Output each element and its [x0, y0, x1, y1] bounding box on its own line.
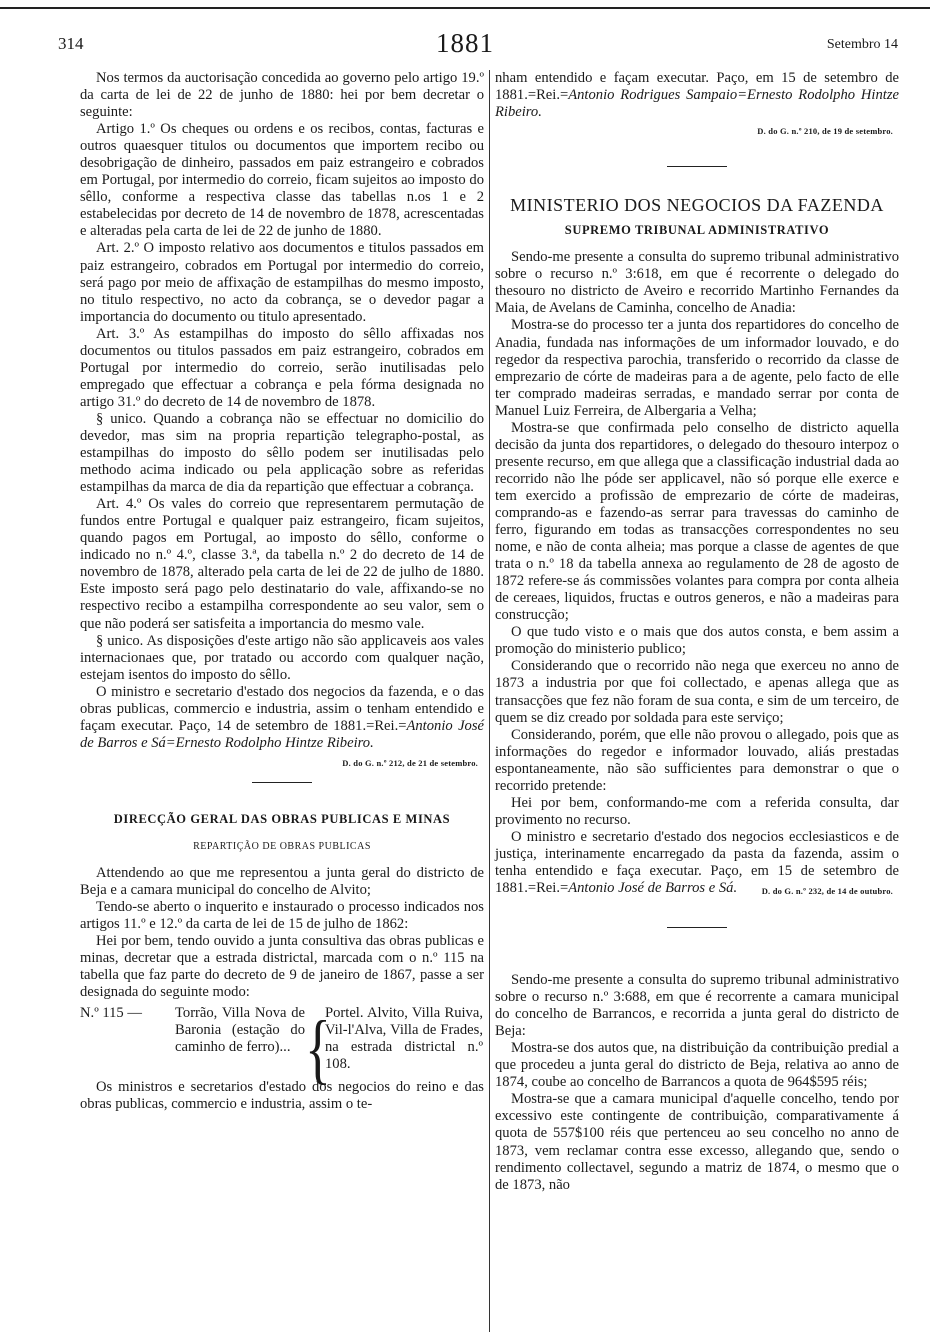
decree-text: O ministro e secretario d'estado dos negocios da fazenda, e o das obras publicas, commercio e industria, assim o tenham entendido e façam executar. Paço, 14 de setembro de 1881.=Rei.=: [80, 683, 484, 734]
page-number: 314: [58, 34, 84, 53]
paragraph: Nos termos da auctorisação concedida ao governo pelo artigo 19.º da carta de lei de 22 de junho de 1880: hei por bem decretar o seguinte:: [80, 70, 484, 121]
decree-text: O ministro e secretario d'estado dos negocios ecclesiasticos e de justiça, interinamente encarregado da pasta da fazenda, assim o tenha entendido e faça executar. Paço, em 15 de setembro de 1881.=Rei.=: [495, 828, 899, 897]
road-entry: [80, 1005, 484, 1093]
paragraph: [80, 683, 484, 768]
left-column: [80, 70, 484, 1113]
paragraph: Art. 4.º Os vales do correio que representarem permutação de fundos entre Portugal e qualquer paiz estrangeiro, ficam sujeitos, quando pagos em Portugal, ao imposto do sêllo, conforme o indicado no n.º 4.º, classe 3.ª, da tabella n.º 2 do decreto de 14 de novembro de 1878, alterado pela carta de lei de 22 de julho de 1880. Este imposto será pago pelo destinatario do vale, affixando-se no respectivo recibo a estampilha correspondente ao seu valor, sem o que não poderá ser satisfeita a importancia do mesmo vale.: [80, 496, 484, 632]
right-column: [495, 70, 899, 1194]
signers: Antonio José de Barros e Sá.: [568, 880, 738, 897]
section-subtitle: REPARTIÇÃO DE OBRAS PUBLICAS: [193, 840, 371, 852]
page-date: Setembro 14: [826, 37, 898, 52]
signers: Antonio Rodrigues Sampaio=Ernesto Rodolpho Hintze Ribeiro.: [495, 87, 899, 121]
section-title: DIRECÇÃO GERAL DAS OBRAS PUBLICAS E MINAS: [113, 811, 451, 826]
tribunal-title: SUPREMO TRIBUNAL ADMINISTRATIVO: [564, 223, 830, 238]
paragraph: Hei por bem, conformando-me com a referida consulta, dar provimento no recurso.: [495, 794, 899, 828]
paragraph: Sendo-me presente a consulta do supremo tribunal administrativo sobre o recurso n.º 3:618, em que é recorrente o delegado do thesouro no districto de Aveiro e recorrido Martinho Fernandes da Maia, de Avelans de Caminha, concelho de Anadia:: [495, 249, 899, 317]
paragraph: Hei por bem, tendo ouvido a junta consultiva das obras publicas e minas, decretar que a estrada districtal, marcada com o n.º 115 na tabella que faz parte do decreto de 9 de janeiro de 1867, passe a ser designada do seguinte modo:: [80, 933, 484, 1001]
paragraph: Tendo-se aberto o inquerito e instaurado o processo indicados nos artigos 11.º e 12.º da carta de lei de 15 de julho de 1862:: [80, 899, 484, 933]
paragraph: Attendendo ao que me representou a junta geral do districto de Beja e a camara municipal do concelho de Alvito;: [80, 864, 484, 899]
road-route: Portel. Alvito, Villa Ruiva, Vil-l'Alva, Villa de Frades, na estrada districtal n.º 108.: [325, 1005, 483, 1073]
page-year: 1881: [436, 28, 494, 58]
paragraph: Art. 2.º O imposto relativo aos documentos e titulos passados em paiz estrangeiro, cobrados em Portugal por intermedio do correio, será pago por meio de affixação de estampilhas do mesmo imposto, no titulo respectivo, no acto da cobrança, se o devedor pagar a importancia do documento ou titulo apresentado.: [80, 240, 484, 325]
paragraph: Considerando, porém, que elle não provou o allegado, pois que as informações do regedor e informador louvado, aliás prestadas espontaneamente, não são sufficientes para demonstrar o que o recorrido pretende:: [495, 726, 899, 794]
road-origin: Torrão, Villa Nova de Baronia (estação do caminho de ferro)...: [175, 1005, 305, 1056]
road-number: N.º 115 —: [80, 1005, 142, 1022]
paragraph: [495, 70, 899, 121]
paragraph: § unico. Quando a cobrança não se effectuar no domicilio do devedor, mas sim na propria repartição telegrapho-postal, as estampilhas do imposto do sêllo podem ser inutilisadas pelo methodo acima indicado ou pela applicação sobre as referidas estampilhas da marca de dia da repartição que effectuar a cobrança.: [80, 410, 484, 496]
top-rule: [0, 7, 930, 9]
paragraph: § unico. As disposições d'este artigo não são applicaveis aos vales internacionaes que, por tratado ou accordo com qualquer nação, estejam isentos do imposto do sêllo.: [80, 632, 484, 683]
paragraph: Art. 3.º As estampilhas do imposto do sêllo affixadas nos documentos ou titulos passados em paiz estrangeiro, cobrados em Portugal por intermedio do correio, serão inutilisadas pelo empregado que effectuar a cobrança e pela fórma designada no artigo 31.º do decreto de 14 de novembro de 1878.: [80, 325, 484, 410]
paragraph: Considerando que o recorrido não nega que exerceu no anno de 1873 a industria por que foi collectado, e apenas allega que as transacções que fez não foram de sua conta, e sim de um terceiro, de quem se diz creado por soldada para este serviço;: [495, 658, 899, 726]
source-citation: D. do G. n.º 210, de 19 de setembro.: [757, 126, 893, 137]
paragraph: Mostra-se dos autos que, na distribuição da contribuição predial a que procedeu a junta geral do districto de Beja, relativa ao anno de 1874, coube ao concelho de Barrancos a quota de 964$595 réis;: [495, 1040, 899, 1091]
source-citation: D. do G. n.º 212, de 21 de setembro.: [342, 757, 478, 768]
ministry-title: MINISTERIO DOS NEGOCIOS DA FAZENDA: [510, 195, 884, 216]
decree-text: nham entendido e façam executar. Paço, em 15 de setembro de 1881.=Rei.=: [495, 70, 899, 104]
paragraph: Mostra-se que a camara municipal d'aquelle concelho, tendo por excessivo este contingente de contribuição, comparativamente á quota de 557$100 réis que pertenceu ao seu concelho no anno de 1873, vem reclamar contra esse excesso, allegando que, sendo o rendimento collectavel, segundo a matriz de 1874, o mesmo que o de 1873, não: [495, 1091, 899, 1193]
signers: Antonio José de Barros e Sá=Ernesto Rodolpho Hintze Ribeiro.: [80, 717, 484, 751]
paragraph: Artigo 1.º Os cheques ou ordens e os recibos, contas, facturas e outros quaesquer titulos ou documentos que importem recibo ou desobrigação de dinheiro, passados em paiz estrangeiro e cobrados em Portugal, por intermedio do correio, ficam sujeitos ao imposto do sêllo, conforme a respectiva classe das tabellas n.os 1 e 2 estabelecidas por decreto de 14 de novembro de 1878, acrescentadas e alteradas pela carta de lei de 22 de junho de 1880.: [80, 121, 484, 240]
paragraph: O que tudo visto e o mais que dos autos consta, e bem assim a promoção do ministerio publico;: [495, 624, 899, 658]
paragraph: Mostra-se do processo ter a junta dos repartidores do concelho de Anadia, fundada nas informações de um informador louvado, e do regedor da respectiva parochia, transferido o recorrido da classe de emprezario de córte de madeiras para a de agente, pelo facto de elle ter comprado madeiras serradas, e mandado serrar por conta de Manuel Luiz Ferreira, de Albergaria a Velha;: [495, 317, 899, 419]
brace-glyph: {: [305, 1005, 331, 1093]
column-divider: [489, 70, 490, 1332]
paragraph: Sendo-me presente a consulta do supremo tribunal administrativo sobre o recurso n.º 3:688, em que é recorrente a camara municipal do concelho de Barrancos, e recorrida a junta geral do districto de Beja:: [495, 972, 899, 1040]
paragraph: Os ministros e secretarios d'estado dos negocios do reino e das obras publicas, commercio e industria, assim o te-: [80, 1079, 484, 1113]
source-citation: D. do G. n.º 232, de 14 de outubro.: [761, 886, 893, 897]
paragraph: [495, 829, 899, 897]
paragraph: Mostra-se que confirmada pelo conselho de districto aquella decisão da junta dos repartidores, o delegado do thesouro interpoz o presente recurso, em que allega que a classificação industrial dada ao recorrido não lhe póde ser applicavel, não só porque elle exerce e tem exercido a profissão de emprezario de córte de madeiras, comprando-as e fazendo-as serrar para travessas do caminho de ferro, figurando em todas as transacções correspondentes no seu nome, e não de conta alheia; mas porque a classe de agentes de que trata o n.º 18 da tabella annexa ao regulamento de 28 de agosto de 1872 refere-se ás commissões volantes para compra por conta alheia de cereaes, liquidos, fructas e outros generos, e não a madeiras para construcção;: [495, 419, 899, 624]
